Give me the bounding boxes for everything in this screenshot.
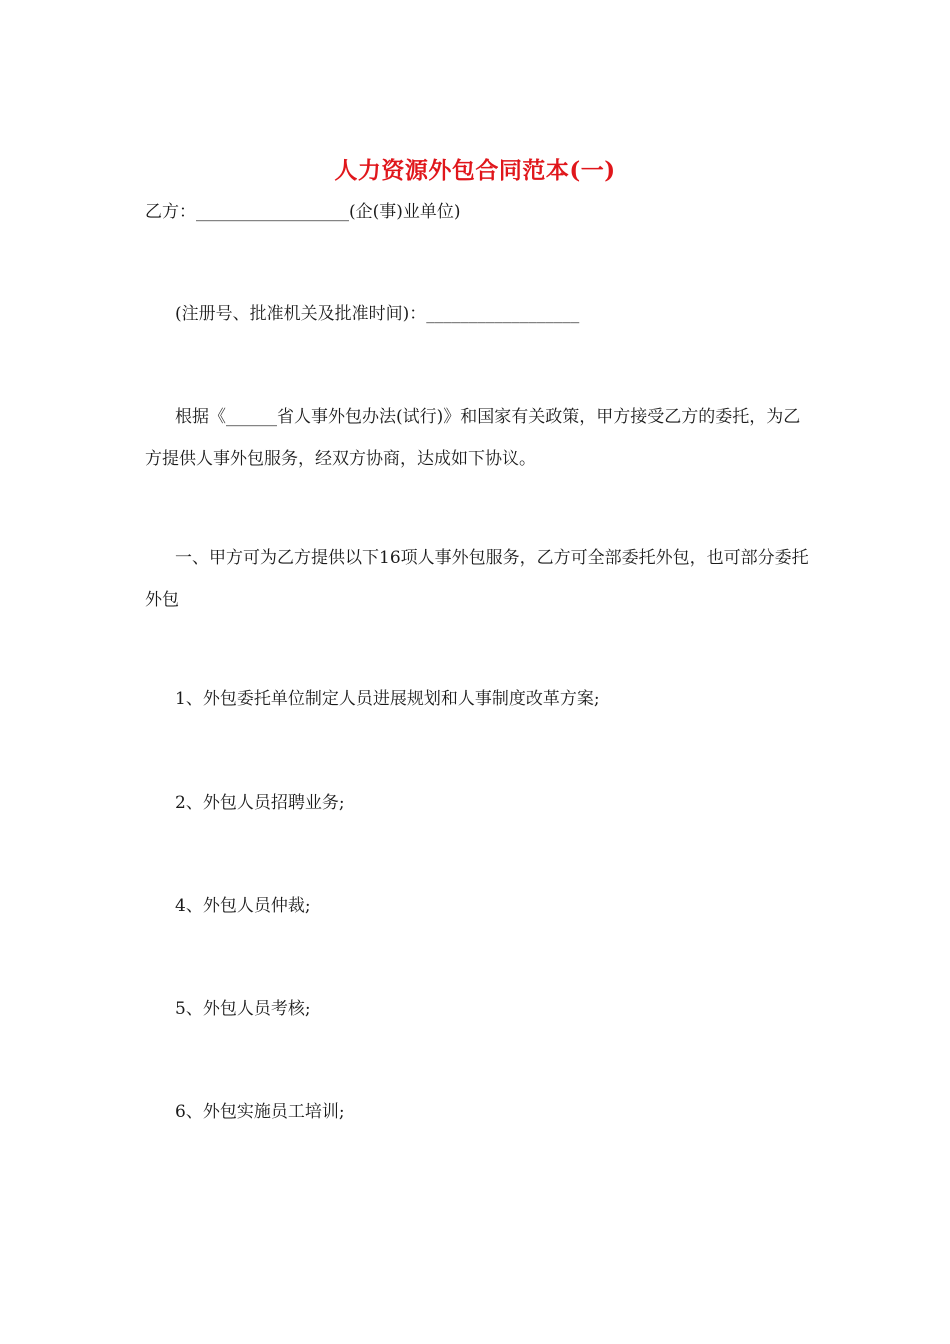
party-b-line: 乙方：__________________(企(事)业单位) bbox=[145, 202, 461, 222]
document-title: 人力资源外包合同范本(一) bbox=[334, 157, 616, 184]
list-item: 4、外包人员仲裁; bbox=[175, 896, 311, 916]
list-item: 5、外包人员考核; bbox=[175, 999, 311, 1019]
list-item: 1、外包委托单位制定人员进展规划和人事制度改革方案; bbox=[175, 689, 600, 709]
registration-line: (注册号、批准机关及批准时间)：__________________ bbox=[175, 304, 580, 324]
list-item: 2、外包人员招聘业务; bbox=[175, 793, 345, 813]
clause-one-paragraph: 一、甲方可为乙方提供以下16项人事外包服务，乙方可全部委托外包，也可部分委托外包 bbox=[145, 548, 809, 610]
basis-paragraph: 根据《______省人事外包办法(试行)》和国家有关政策，甲方接受乙方的委托，为乙方提供人事外包服务，经双方协商，达成如下协议。 bbox=[145, 407, 801, 469]
list-item: 6、外包实施员工培训; bbox=[175, 1102, 345, 1122]
